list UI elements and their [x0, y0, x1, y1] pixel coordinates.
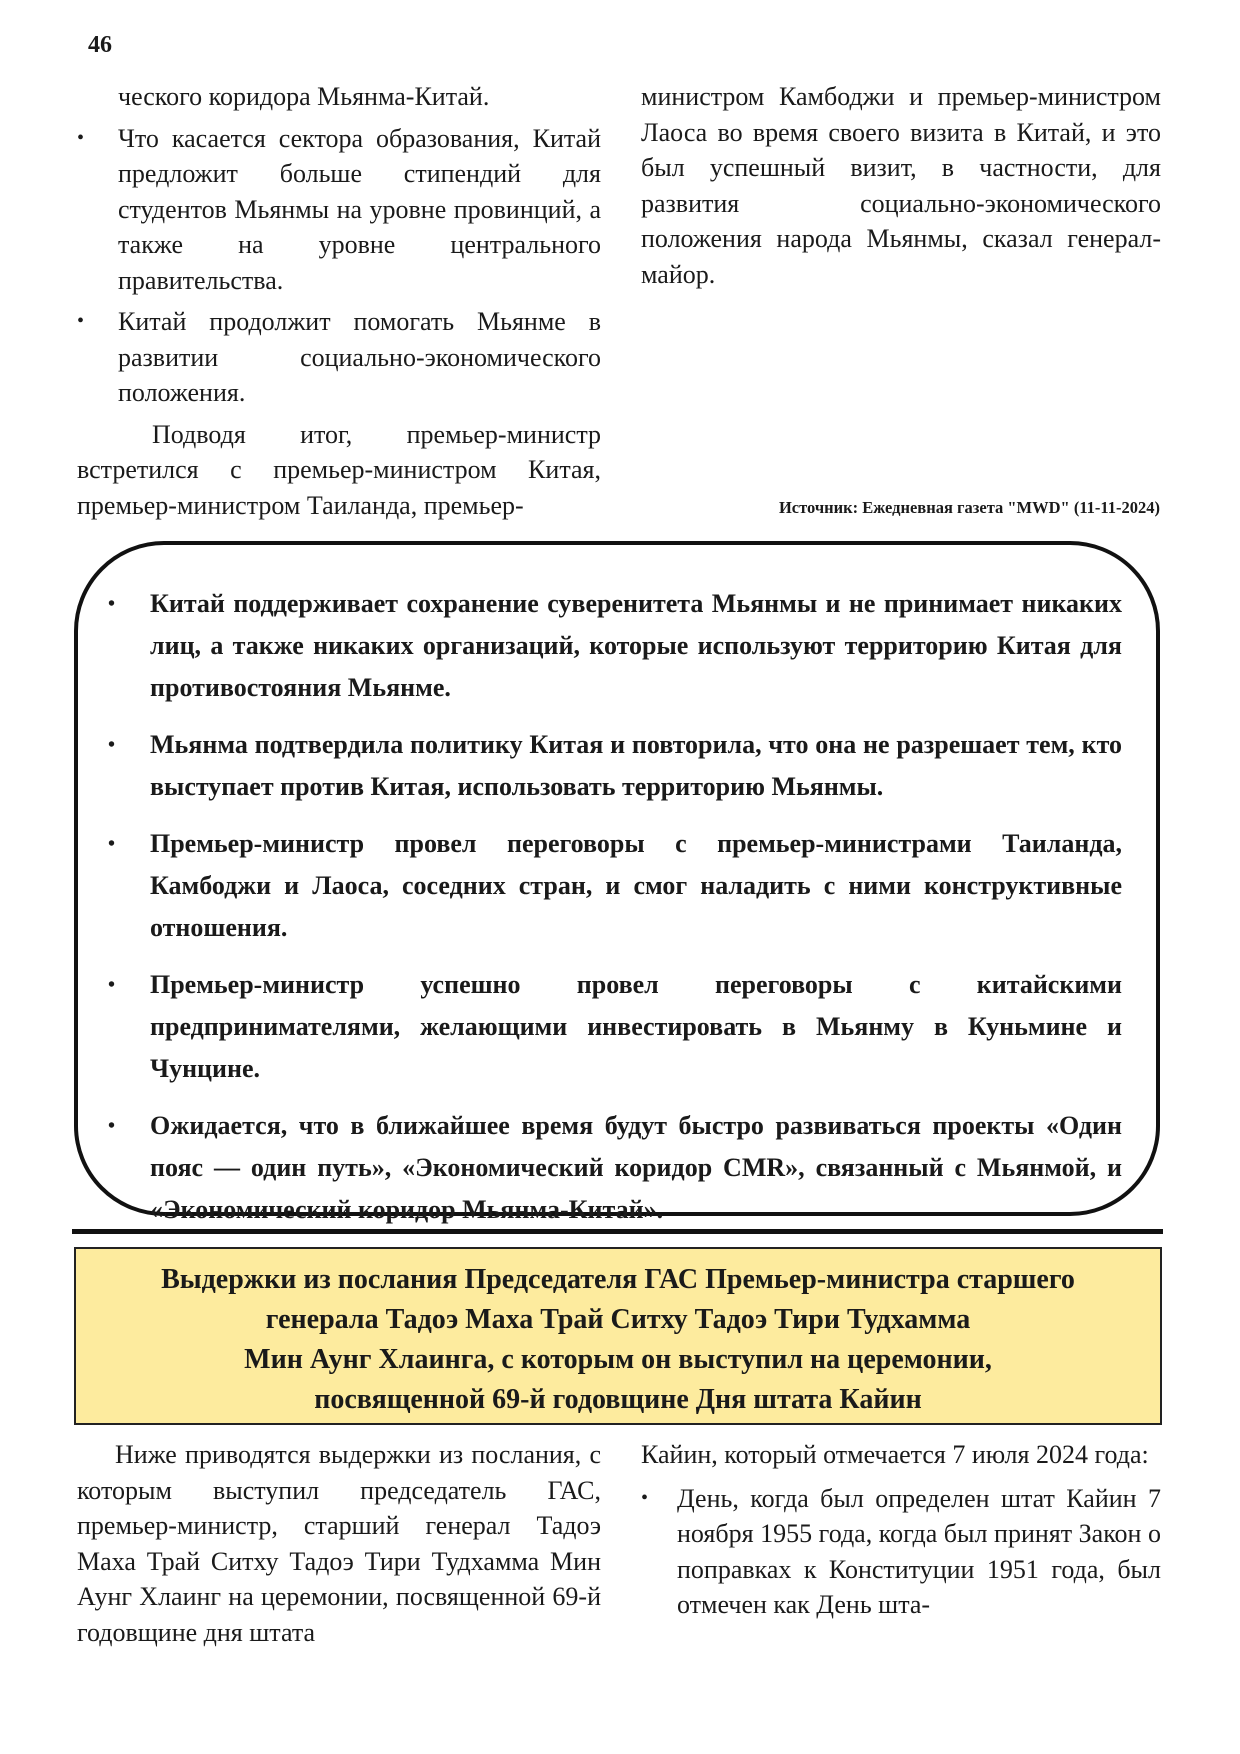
list-item: • Мьянма подтвердила политику Китая и повторила, что она не разрешает тем, кто выступает против Китая, использовать территорию Мьянмы. — [108, 724, 1122, 808]
bullet-icon: • — [108, 1115, 116, 1137]
list-item: • Премьер-министр успешно провел переговоры с китайскими предпринимателями, желающими инвестировать в Мьянму в Куньмине и Чунцине. — [108, 964, 1122, 1090]
article-column-bottom-right — [641, 1437, 1161, 1623]
list-item: • Ожидается, что в ближайшее время будут быстро развиваться проекты «Один пояс — один путь», «Экономический коридор CMR», связанный с Мьянмой, и «Экономический коридор Мьянма-Китай». — [108, 1105, 1122, 1231]
list-item: • Премьер-министр провел переговоры с премьер-министрами Таиланда, Камбоджи и Лаоса, соседних стран, и смог наладить с ними конструктивные отношения. — [108, 823, 1122, 949]
article-column-bottom-left — [77, 1437, 601, 1650]
continued-paragraph: министром Камбоджи и премьер-министром Лаоса во время своего визита в Китай, и это был успешный визит, в частности, для развития социально-экономического положения народа Мьянмы, сказал генерал-майор. — [641, 82, 1161, 289]
summary-paragraph: Подводя итог, премьер-министр встретился с премьер-министром Китая, премьер-министром Таиланда, премьер- — [77, 419, 601, 520]
heading-line: Выдержки из послания Председателя ГАС Премьер-министра старшего — [161, 1264, 1075, 1295]
bullet-icon: • — [108, 734, 116, 756]
heading-line: Мин Аунг Хлаинга, с которым он выступил на церемонии, — [244, 1344, 992, 1375]
bullet-list — [641, 1481, 1161, 1623]
bullet-icon: • — [77, 126, 85, 149]
section-divider — [72, 1229, 1163, 1234]
list-item: • Китай продолжит помогать Мьянме в развитии социально-экономического положения. — [77, 304, 601, 411]
page-number: 46 — [88, 32, 112, 58]
bullet-icon: • — [108, 593, 116, 615]
bullet-icon: • — [108, 833, 116, 855]
bullet-icon: • — [641, 1486, 649, 1509]
list-item: • День, когда был определен штат Кайин 7 ноября 1955 года, когда был принят Закон о поправках к Конституции 1951 года, был отмечен как День шта- — [641, 1481, 1161, 1623]
summary-box — [74, 541, 1160, 1224]
section-heading-banner — [74, 1247, 1162, 1425]
list-item: • Китай поддерживает сохранение суверенитета Мьянмы и не принимает никаких лиц, а также никаких организаций, которые используют территорию Китая для противостояния Мьянме. — [108, 583, 1122, 709]
bullet-list — [77, 121, 601, 411]
continued-paragraph: Кайин, который отмечается 7 июля 2024 года: — [641, 1440, 1149, 1469]
bullet-icon: • — [108, 974, 116, 996]
heading-line: посвященной 69-й годовщине Дня штата Кайин — [314, 1384, 922, 1415]
intro-paragraph: Ниже приводятся выдержки из послания, с которым выступил председатель ГАС, премьер-министр, старший генерал Тадоэ Маха Трай Ситху Тадоэ Тири Тудхамма Мин Аунг Хлаинг на церемонии, посвященной 69-й годовщине дня штата — [77, 1440, 601, 1647]
article-column-top-left — [77, 79, 601, 523]
source-citation: Источник: Ежедневная газета "MWD" (11-11-2024) — [778, 498, 1160, 517]
article-column-top-right — [641, 79, 1161, 292]
summary-list — [108, 583, 1122, 1246]
heading-line: генерала Тадоэ Маха Трай Ситху Тадоэ Тири Тудхамма — [265, 1304, 971, 1335]
continued-text: ческого коридора Мьянма-Китай. — [118, 82, 490, 111]
bullet-icon: • — [77, 310, 85, 332]
list-item: • Что касается сектора образования, Китай предложит больше стипендий для студентов Мьянмы на уровне провинций, а также на уровне центрального правительства. — [77, 121, 601, 299]
